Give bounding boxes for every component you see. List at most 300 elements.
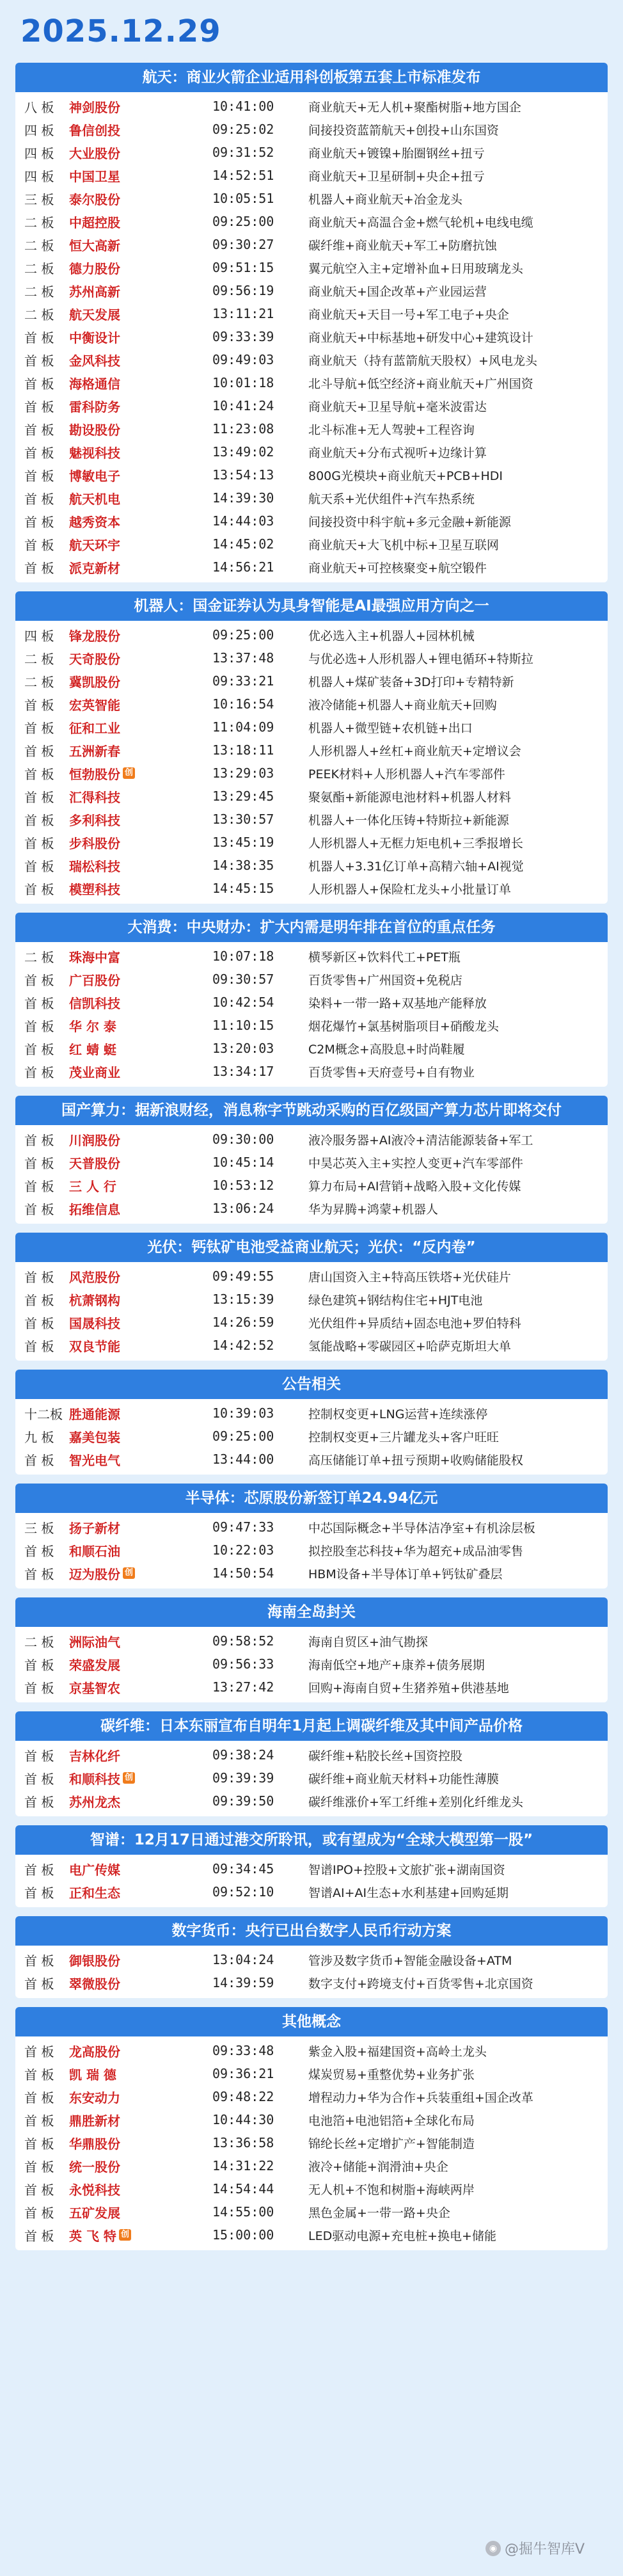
stock-name-cell[interactable] xyxy=(69,764,212,783)
limit-up-time: 09:56:33 xyxy=(212,1656,274,1672)
stock-name-cell[interactable] xyxy=(69,259,212,277)
stock-row[interactable] xyxy=(15,486,608,509)
stock-name-cell[interactable] xyxy=(69,718,212,737)
limit-up-reason: 间接投资中科宇航+多元金融+新能源 xyxy=(308,515,511,529)
stock-name-cell[interactable] xyxy=(69,1176,212,1195)
stock-name[interactable]: 华 尔 泰 xyxy=(69,1018,116,1034)
limit-up-time: 14:38:35 xyxy=(212,858,274,873)
stock-name[interactable]: 川润股份 xyxy=(69,1132,120,1148)
stock-name[interactable]: 中国卫星 xyxy=(69,168,120,184)
limit-up-reason: 无人机+不饱和树脂+海峡两岸 xyxy=(308,2182,475,2197)
limit-up-time: 14:42:52 xyxy=(212,1338,274,1353)
limit-up-time: 14:50:54 xyxy=(212,1565,274,1581)
stock-row[interactable] xyxy=(15,785,608,808)
stock-name-cell[interactable] xyxy=(69,1153,212,1172)
limit-up-reason: 人形机器人+丝杠+商业航天+定增议会 xyxy=(308,744,521,758)
limit-up-time: 11:10:15 xyxy=(212,1018,274,1033)
board-count: 四 板 xyxy=(24,145,54,161)
limit-up-reason: 商业航天+卫星研制+央企+扭亏 xyxy=(308,169,485,184)
stock-row[interactable] xyxy=(15,716,608,739)
stock-row[interactable] xyxy=(15,1971,608,1994)
stock-name[interactable]: 航天发展 xyxy=(69,307,120,323)
stock-row[interactable] xyxy=(15,1174,608,1197)
stock-row[interactable] xyxy=(15,118,608,141)
stock-row[interactable] xyxy=(15,371,608,394)
stock-name-cell[interactable] xyxy=(69,1655,212,1674)
stock-name[interactable]: 金风科技 xyxy=(69,353,120,369)
stock-name[interactable]: 吉林化纤 xyxy=(69,1748,120,1764)
stock-name-cell[interactable] xyxy=(69,741,212,760)
stock-name[interactable]: 派克新材 xyxy=(69,560,120,576)
page-date: 2025.12.29 xyxy=(20,13,221,49)
stock-name[interactable]: 红 蜻 蜓 xyxy=(69,1041,116,1057)
limit-up-time: 13:18:11 xyxy=(212,742,274,758)
stock-name[interactable]: 京基智农 xyxy=(69,1680,120,1696)
limit-up-time: 10:16:54 xyxy=(212,696,274,712)
limit-up-reason: 光伏组件+异质结+固态电池+罗伯特科 xyxy=(308,1316,521,1331)
stock-name-cell[interactable] xyxy=(69,1039,212,1058)
board-count: 二 板 xyxy=(24,307,54,323)
stock-name[interactable]: 天普股份 xyxy=(69,1155,120,1171)
stock-row[interactable] xyxy=(15,762,608,785)
stock-row[interactable] xyxy=(15,279,608,302)
stock-name-cell[interactable] xyxy=(69,2134,212,2152)
stock-name[interactable]: 苏州龙杰 xyxy=(69,1794,120,1810)
stock-row[interactable] xyxy=(15,968,608,991)
stock-name[interactable]: 天奇股份 xyxy=(69,651,120,667)
stock-row[interactable] xyxy=(15,1311,608,1334)
stock-name[interactable]: 冀凯股份 xyxy=(69,674,120,690)
section-title: 海南全岛封关 xyxy=(15,1597,608,1627)
stock-row[interactable] xyxy=(15,2085,608,2108)
stock-name[interactable]: 越秀资本 xyxy=(69,514,120,530)
stock-name[interactable]: 魅视科技 xyxy=(69,445,120,461)
stock-row[interactable] xyxy=(15,233,608,256)
limit-up-time: 14:44:03 xyxy=(212,513,274,529)
stock-name-cell[interactable] xyxy=(69,1860,212,1878)
stock-name[interactable]: 勘设股份 xyxy=(69,422,120,438)
stock-name-cell[interactable] xyxy=(69,1792,212,1811)
stock-name[interactable]: 东安动力 xyxy=(69,2090,120,2106)
stock-name[interactable]: 广百股份 xyxy=(69,972,120,988)
stock-row[interactable] xyxy=(15,1880,608,1903)
stock-name[interactable]: 荣盛发展 xyxy=(69,1657,120,1673)
stock-row[interactable] xyxy=(15,417,608,440)
stock-name-cell[interactable] xyxy=(69,970,212,989)
stock-name-cell[interactable] xyxy=(69,1062,212,1081)
stock-row[interactable] xyxy=(15,2154,608,2177)
limit-up-reason: 北斗标准+无人驾驶+工程咨询 xyxy=(308,422,475,437)
stock-name-cell[interactable] xyxy=(69,2157,212,2175)
stock-name-cell[interactable] xyxy=(69,512,212,531)
stock-row[interactable] xyxy=(15,1197,608,1220)
stock-name-cell[interactable] xyxy=(69,2042,212,2060)
stock-row[interactable] xyxy=(15,394,608,417)
stock-name-cell[interactable] xyxy=(69,2226,212,2244)
stock-row[interactable] xyxy=(15,1629,608,1652)
stock-row[interactable] xyxy=(15,1857,608,1880)
stock-name-cell[interactable] xyxy=(69,1427,212,1446)
stock-row[interactable] xyxy=(15,463,608,486)
board-count: 二 板 xyxy=(24,237,54,253)
stock-row[interactable] xyxy=(15,808,608,831)
limit-up-time: 09:33:39 xyxy=(212,329,274,344)
board-count: 首 板 xyxy=(24,697,54,713)
limit-up-reason: 商业航天+分布式视听+边缘计算 xyxy=(308,445,487,460)
stock-name[interactable]: 龙高股份 xyxy=(69,2044,120,2060)
stock-name-cell[interactable] xyxy=(69,1769,212,1788)
stock-row[interactable] xyxy=(15,1265,608,1288)
stock-name-cell[interactable] xyxy=(69,282,212,300)
limit-up-reason: 商业航天+大飞机中标+卫星互联网 xyxy=(308,538,499,552)
stock-row[interactable] xyxy=(15,1516,608,1539)
stock-name-cell[interactable] xyxy=(69,1404,212,1423)
stock-name[interactable]: 拓维信息 xyxy=(69,1201,120,1217)
stock-name-cell[interactable] xyxy=(69,1016,212,1035)
stock-name-cell[interactable] xyxy=(69,1290,212,1309)
chinext-badge: 创 xyxy=(119,2229,131,2241)
stock-name[interactable]: 多利科技 xyxy=(69,812,120,828)
stock-name-cell[interactable] xyxy=(69,1267,212,1286)
limit-up-time: 14:31:22 xyxy=(212,2158,274,2173)
stock-row[interactable] xyxy=(15,1402,608,1425)
stock-name-cell[interactable] xyxy=(69,328,212,346)
stock-row[interactable] xyxy=(15,2200,608,2223)
stock-row[interactable] xyxy=(15,2039,608,2062)
stock-name[interactable]: 汇得科技 xyxy=(69,789,120,805)
limit-up-reason: 航天系+光伏组件+汽车热系统 xyxy=(308,492,475,506)
stock-name-cell[interactable] xyxy=(69,993,212,1012)
stock-name[interactable]: 信凯科技 xyxy=(69,995,120,1011)
limit-up-time: 14:45:15 xyxy=(212,881,274,896)
stock-name-cell[interactable] xyxy=(69,489,212,508)
stock-row[interactable] xyxy=(15,1037,608,1060)
stock-name-cell[interactable] xyxy=(69,1746,212,1764)
stock-row[interactable] xyxy=(15,2223,608,2246)
board-count: 首 板 xyxy=(24,1064,54,1080)
stock-name-cell[interactable] xyxy=(69,212,212,231)
stock-name-cell[interactable] xyxy=(69,397,212,415)
board-count: 首 板 xyxy=(24,1748,54,1764)
stock-name-cell[interactable] xyxy=(69,236,212,254)
stock-name-cell[interactable] xyxy=(69,1336,212,1355)
limit-up-reason: 商业航天+国企改革+产业园运营 xyxy=(308,284,487,299)
stock-name-cell[interactable] xyxy=(69,1199,212,1218)
stock-row[interactable] xyxy=(15,256,608,279)
limit-up-reason: 烟花爆竹+氯基树脂项目+硝酸龙头 xyxy=(308,1019,499,1034)
stock-name-cell[interactable] xyxy=(69,856,212,875)
board-count: 首 板 xyxy=(24,1269,54,1285)
board-count: 首 板 xyxy=(24,1862,54,1878)
limit-up-time: 10:44:30 xyxy=(212,2112,274,2127)
stock-row[interactable] xyxy=(15,854,608,877)
stock-name[interactable]: 海格通信 xyxy=(69,376,120,392)
stock-name-cell[interactable] xyxy=(69,2180,212,2198)
stock-name-cell[interactable] xyxy=(69,1883,212,1901)
stock-name-cell[interactable] xyxy=(69,649,212,668)
stock-name[interactable]: 中衡设计 xyxy=(69,330,120,346)
limit-up-reason: 聚氨酯+新能源电池材料+机器人材料 xyxy=(308,790,511,804)
stock-row[interactable] xyxy=(15,1789,608,1812)
stock-row[interactable] xyxy=(15,1652,608,1676)
stock-row[interactable] xyxy=(15,210,608,233)
board-count: 首 板 xyxy=(24,1315,54,1331)
stock-name[interactable]: 宏英智能 xyxy=(69,697,120,713)
board-count: 首 板 xyxy=(24,353,54,369)
section-title: 国产算力：据新浪财经，消息称字节跳动采购的百亿级国产算力芯片即将交付 xyxy=(15,1096,608,1125)
stock-name[interactable]: 鲁信创投 xyxy=(69,122,120,138)
stock-row[interactable] xyxy=(15,2062,608,2085)
stock-row[interactable] xyxy=(15,1288,608,1311)
limit-up-time: 10:05:51 xyxy=(212,191,274,206)
section-body xyxy=(15,1399,608,1475)
section-body xyxy=(15,92,608,582)
limit-up-time: 13:49:02 xyxy=(212,444,274,460)
stock-name-cell[interactable] xyxy=(69,189,212,208)
stock-name[interactable]: 苏州高新 xyxy=(69,284,120,300)
stock-row[interactable] xyxy=(15,1676,608,1699)
stock-name[interactable]: 锋龙股份 xyxy=(69,628,120,644)
limit-up-time: 09:48:22 xyxy=(212,2089,274,2104)
stock-name-cell[interactable] xyxy=(69,2111,212,2129)
stock-row[interactable] xyxy=(15,556,608,579)
limit-up-reason: 商业航天+天目一号+军工电子+央企 xyxy=(308,307,509,322)
stock-name[interactable]: 五矿发展 xyxy=(69,2205,120,2221)
stock-name[interactable]: 胜通能源 xyxy=(69,1406,120,1422)
stock-row[interactable] xyxy=(15,669,608,692)
stock-name-cell[interactable] xyxy=(69,558,212,577)
stock-name-cell[interactable] xyxy=(69,1313,212,1332)
stock-name-cell[interactable] xyxy=(69,810,212,829)
stock-name-cell[interactable] xyxy=(69,535,212,554)
stock-name[interactable]: 洲际油气 xyxy=(69,1634,120,1650)
stock-row[interactable] xyxy=(15,1743,608,1766)
limit-up-reason: 控制权变更+三片罐龙头+客户旺旺 xyxy=(308,1430,499,1444)
stock-row[interactable] xyxy=(15,991,608,1014)
limit-up-time: 14:39:30 xyxy=(212,490,274,506)
stock-name[interactable]: 航天环宇 xyxy=(69,537,120,553)
section-title: 智谱：12月17日通过港交所聆讯，或有望成为“全球大模型第一股” xyxy=(15,1825,608,1855)
stock-name-cell[interactable] xyxy=(69,2088,212,2106)
stock-name[interactable]: 恒大高新 xyxy=(69,237,120,253)
stock-name-cell[interactable] xyxy=(69,1130,212,1149)
limit-up-reason: 黑色金属+一带一路+央企 xyxy=(308,2205,450,2220)
stock-name-cell[interactable] xyxy=(69,97,212,116)
stock-name-cell[interactable] xyxy=(69,1678,212,1697)
stock-name-cell[interactable] xyxy=(69,626,212,644)
stock-row[interactable] xyxy=(15,877,608,900)
board-count: 首 板 xyxy=(24,1657,54,1673)
stock-name[interactable]: 永悦科技 xyxy=(69,2182,120,2198)
stock-row[interactable] xyxy=(15,1151,608,1174)
section-title: 数字货币：央行已出台数字人民币行动方案 xyxy=(15,1916,608,1946)
limit-up-reason: 百货零售+天府壹号+自有物业 xyxy=(308,1065,475,1080)
limit-up-reason: 与优必选+人形机器人+锂电循环+特斯拉 xyxy=(308,652,533,666)
stock-row[interactable] xyxy=(15,532,608,556)
stock-row[interactable] xyxy=(15,692,608,716)
stock-name[interactable]: 茂业商业 xyxy=(69,1064,120,1080)
stock-name[interactable]: 瑞松科技 xyxy=(69,858,120,874)
stock-name[interactable]: 和顺石油 xyxy=(69,1543,120,1559)
limit-up-time: 10:01:18 xyxy=(212,375,274,390)
limit-up-reason: 拟控股奎芯科技+华为超充+成品油零售 xyxy=(308,1544,523,1558)
board-count: 首 板 xyxy=(24,972,54,988)
stock-name-cell[interactable] xyxy=(69,420,212,438)
stock-row[interactable] xyxy=(15,646,608,669)
stock-name[interactable]: 大业股份 xyxy=(69,145,120,161)
section-card xyxy=(15,1825,608,1907)
stock-name[interactable]: 珠海中富 xyxy=(69,949,120,965)
stock-row[interactable] xyxy=(15,1948,608,1971)
limit-up-reason: 回购+海南自贸+生猪养殖+供港基地 xyxy=(308,1681,509,1695)
stock-row[interactable] xyxy=(15,1425,608,1448)
stock-name[interactable]: 鼎胜新材 xyxy=(69,2113,120,2129)
limit-up-reason: 唐山国资入主+特高压铁塔+光伏硅片 xyxy=(308,1270,511,1284)
stock-name[interactable]: 英 飞 特 xyxy=(69,2228,116,2244)
stock-name-cell[interactable] xyxy=(69,374,212,392)
stock-name[interactable]: 模塑科技 xyxy=(69,881,120,897)
stock-name[interactable]: 中超控股 xyxy=(69,214,120,230)
stock-name-cell[interactable] xyxy=(69,695,212,714)
stock-name-cell[interactable] xyxy=(69,443,212,461)
stock-name[interactable]: 德力股份 xyxy=(69,260,120,276)
stock-name[interactable]: 博敏电子 xyxy=(69,468,120,484)
stock-name[interactable]: 翠微股份 xyxy=(69,1976,120,1992)
stock-name[interactable]: 五洲新春 xyxy=(69,743,120,759)
board-count: 首 板 xyxy=(24,514,54,530)
board-count: 首 板 xyxy=(24,858,54,874)
stock-row[interactable] xyxy=(15,1128,608,1151)
stock-name[interactable]: 御银股份 xyxy=(69,1953,120,1969)
limit-up-time: 10:41:00 xyxy=(212,99,274,114)
stock-name[interactable]: 嘉美包装 xyxy=(69,1429,120,1445)
limit-up-time: 13:37:48 xyxy=(212,650,274,666)
limit-up-time: 09:33:48 xyxy=(212,2043,274,2058)
board-count: 首 板 xyxy=(24,835,54,851)
board-count: 首 板 xyxy=(24,422,54,438)
stock-name-cell[interactable] xyxy=(69,1564,212,1583)
stock-name[interactable]: 雷科防务 xyxy=(69,399,120,415)
board-count: 首 板 xyxy=(24,995,54,1011)
stock-name[interactable]: 双良节能 xyxy=(69,1338,120,1354)
board-count: 首 板 xyxy=(24,1338,54,1354)
section-body xyxy=(15,1627,608,1702)
stock-name[interactable]: 扬子新材 xyxy=(69,1520,120,1536)
limit-up-reason: 碳纤维+商业航天材料+功能性薄膜 xyxy=(308,1772,499,1786)
stock-name[interactable]: 风范股份 xyxy=(69,1269,120,1285)
stock-name-cell[interactable] xyxy=(69,1951,212,1969)
stock-row[interactable] xyxy=(15,440,608,463)
limit-up-reason: 控制权变更+LNG运营+连续涨停 xyxy=(308,1407,488,1421)
stock-name[interactable]: 国晟科技 xyxy=(69,1315,120,1331)
stock-row[interactable] xyxy=(15,2131,608,2154)
stock-row[interactable] xyxy=(15,1334,608,1357)
limit-up-time: 09:33:21 xyxy=(212,673,274,689)
stock-name[interactable]: 杭萧钢构 xyxy=(69,1292,120,1308)
limit-up-reason: 液冷+储能+润滑油+央企 xyxy=(308,2159,448,2174)
stock-row[interactable] xyxy=(15,95,608,118)
stock-name-cell[interactable] xyxy=(69,351,212,369)
limit-up-time: 13:04:24 xyxy=(212,1952,274,1967)
stock-row[interactable] xyxy=(15,945,608,968)
board-count: 二 板 xyxy=(24,260,54,276)
stock-name-cell[interactable] xyxy=(69,1632,212,1651)
stock-row[interactable] xyxy=(15,141,608,164)
stock-row[interactable] xyxy=(15,1562,608,1585)
stock-row[interactable] xyxy=(15,302,608,325)
stock-name-cell[interactable] xyxy=(69,2065,212,2083)
stock-row[interactable] xyxy=(15,1060,608,1083)
stock-name[interactable]: 迈为股份 xyxy=(69,1566,120,1582)
stock-name-cell[interactable] xyxy=(69,833,212,852)
stock-name-cell[interactable] xyxy=(69,1974,212,1992)
stock-row[interactable] xyxy=(15,739,608,762)
section-card xyxy=(15,591,608,904)
stock-name-cell[interactable] xyxy=(69,1450,212,1469)
stock-name-cell[interactable] xyxy=(69,672,212,691)
stock-row[interactable] xyxy=(15,2177,608,2200)
stock-name-cell[interactable] xyxy=(69,305,212,323)
limit-up-reason: 液冷服务器+AI液冷+清洁能源装备+军工 xyxy=(308,1133,533,1148)
stock-row[interactable] xyxy=(15,1014,608,1037)
limit-up-reason: 染料+一带一路+双基地产能释放 xyxy=(308,996,487,1011)
section-body xyxy=(15,1125,608,1224)
stock-name-cell[interactable] xyxy=(69,120,212,139)
section-card xyxy=(15,1370,608,1475)
stock-name[interactable]: 步科股份 xyxy=(69,835,120,851)
stock-row[interactable] xyxy=(15,164,608,187)
board-count: 首 板 xyxy=(24,330,54,346)
stock-row[interactable] xyxy=(15,2108,608,2131)
stock-row[interactable] xyxy=(15,623,608,646)
stock-name[interactable]: 正和生态 xyxy=(69,1885,120,1901)
stock-row[interactable] xyxy=(15,509,608,532)
stock-name[interactable]: 泰尔股份 xyxy=(69,191,120,207)
stock-name[interactable]: 神剑股份 xyxy=(69,99,120,115)
stock-name-cell[interactable] xyxy=(69,143,212,162)
stock-row[interactable] xyxy=(15,1766,608,1789)
stock-row[interactable] xyxy=(15,187,608,210)
stock-name[interactable]: 征和工业 xyxy=(69,720,120,736)
limit-up-reason: 机器人+煤矿装备+3D打印+专精特新 xyxy=(308,675,514,689)
stock-row[interactable] xyxy=(15,348,608,371)
stock-name-cell[interactable] xyxy=(69,947,212,966)
stock-name-cell[interactable] xyxy=(69,1518,212,1537)
stock-name[interactable]: 和顺科技 xyxy=(69,1771,120,1787)
stock-name-cell[interactable] xyxy=(69,879,212,898)
stock-name[interactable]: 统一股份 xyxy=(69,2159,120,2175)
stock-row[interactable] xyxy=(15,325,608,348)
stock-name[interactable]: 华鼎股份 xyxy=(69,2136,120,2152)
stock-name-cell[interactable] xyxy=(69,466,212,484)
stock-row[interactable] xyxy=(15,831,608,854)
stock-row[interactable] xyxy=(15,1539,608,1562)
stock-name[interactable]: 电广传媒 xyxy=(69,1862,120,1878)
stock-name[interactable]: 恒勃股份 xyxy=(69,766,120,782)
board-count: 首 板 xyxy=(24,1953,54,1969)
limit-up-time: 14:39:59 xyxy=(212,1975,274,1990)
stock-name-cell[interactable] xyxy=(69,2203,212,2221)
stock-name[interactable]: 三 人 行 xyxy=(69,1178,116,1194)
stock-name[interactable]: 航天机电 xyxy=(69,491,120,507)
stock-row[interactable] xyxy=(15,1448,608,1471)
board-count: 首 板 xyxy=(24,2113,54,2129)
stock-name-cell[interactable] xyxy=(69,787,212,806)
stock-name-cell[interactable] xyxy=(69,1541,212,1560)
stock-name-cell[interactable] xyxy=(69,166,212,185)
stock-name[interactable]: 智光电气 xyxy=(69,1452,120,1468)
stock-name[interactable]: 凯 瑞 德 xyxy=(69,2067,116,2083)
